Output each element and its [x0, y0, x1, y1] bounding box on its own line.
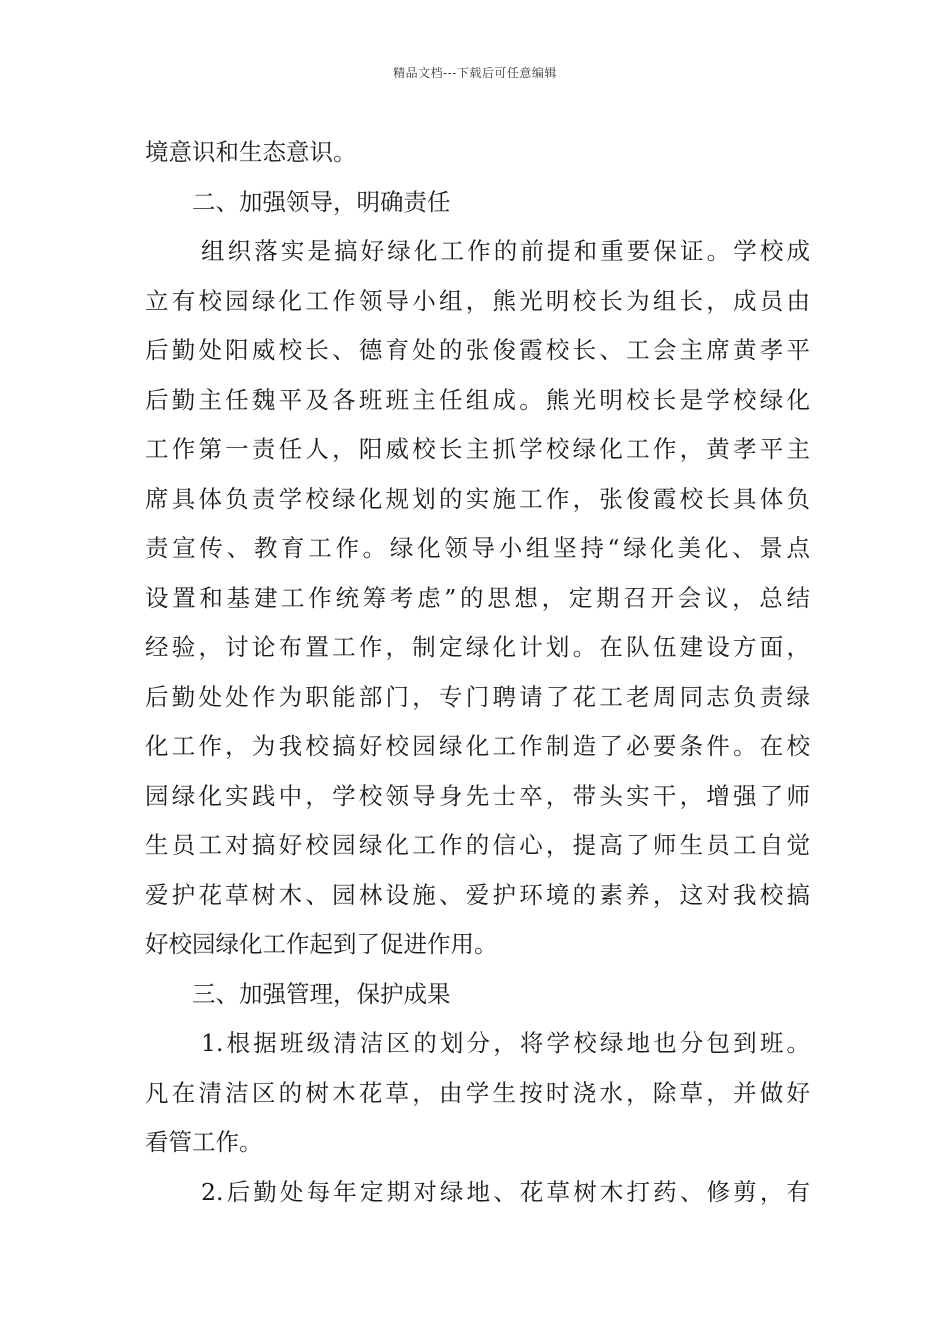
paragraph-line: 组织落实是搞好绿化工作的前提和重要保证。学校成 — [201, 237, 810, 265]
paragraph-line: 生员工对搞好校园绿化工作的信心，提高了师生员工自觉 — [145, 831, 810, 859]
paragraph-line: 爱护花草树木、园林设施、爱护环境的素养，这对我校搞 — [145, 880, 810, 909]
paragraph-line: 化工作，为我校搞好校园绿化工作制造了必要条件。在校 — [145, 732, 810, 760]
paragraph-line: 凡在清洁区的树木花草，由学生按时浇水，除草，并做好 — [145, 1078, 810, 1107]
paragraph-line: 经验，讨论布置工作，制定绿化计划。在队伍建设方面， — [145, 633, 810, 661]
paragraph-line: 后勤主任魏平及各班班主任组成。熊光明校长是学校绿化 — [145, 385, 810, 414]
page-header: 精品文档---下载后可任意编辑 — [393, 66, 557, 80]
paragraph-line: 席具体负责学校绿化规划的实施工作，张俊霞校长具体负 — [145, 484, 810, 513]
section-heading: 二、加强领导，明确责任 — [192, 187, 451, 216]
section-heading: 三、加强管理，保护成果 — [192, 979, 451, 1008]
paragraph-line: 1.根据班级清洁区的划分，将学校绿地也分包到班。 — [201, 1029, 810, 1057]
text-line: 境意识和生态意识。 — [145, 138, 357, 166]
paragraph-line: 看管工作。 — [145, 1128, 263, 1156]
document-body — [145, 128, 810, 1217]
paragraph-line: 立有校园绿化工作领导小组，熊光明校长为组长，成员由 — [145, 286, 810, 315]
paragraph-line: 2.后勤处每年定期对绿地、花草树木打药、修剪，有 — [201, 1177, 810, 1206]
paragraph-line: 好校园绿化工作起到了促进作用。 — [145, 930, 498, 958]
paragraph-line: 工作第一责任人，阳威校长主抓学校绿化工作，黄孝平主 — [145, 435, 810, 463]
paragraph-line: 园绿化实践中，学校领导身先士卒，带头实干，增强了师 — [145, 781, 810, 810]
paragraph-line: 设置和基建工作统筹考虑”的思想，定期召开会议，总结 — [145, 583, 810, 612]
paragraph-line: 后勤处处作为职能部门，专门聘请了花工老周同志负责绿 — [145, 682, 810, 711]
paragraph-line: 责宣传、教育工作。绿化领导小组坚持“绿化美化、景点 — [145, 534, 810, 562]
paragraph-line: 后勤处阳威校长、德育处的张俊霞校长、工会主席黄孝平 — [145, 336, 810, 364]
